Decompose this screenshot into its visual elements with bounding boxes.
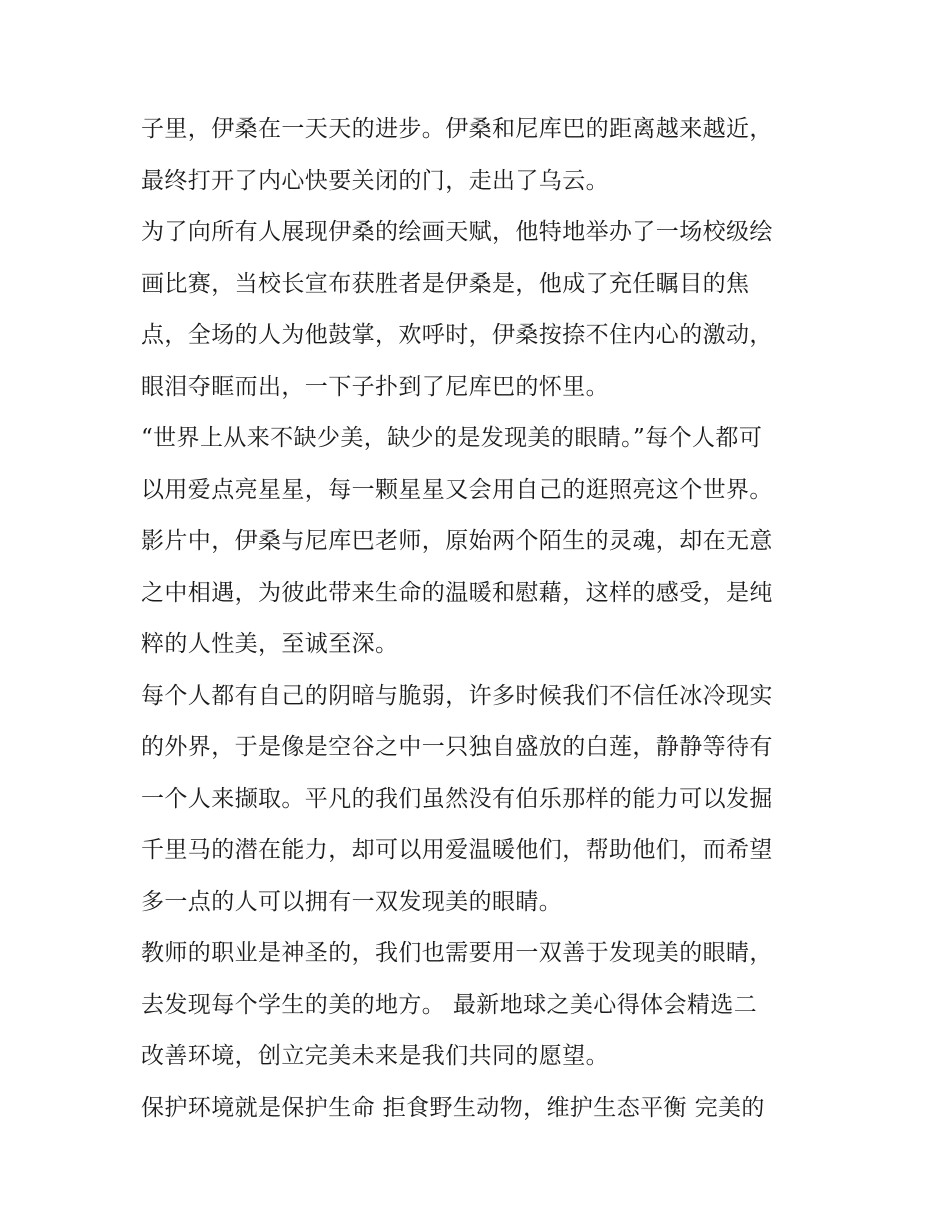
text-line-5: 点，全场的人为他鼓掌，欢呼时，伊桑按捺不住内心的激动， [141,322,773,348]
text-line-18: 去发现每个学生的美的地方。 最新地球之美心得体会精选二 [141,991,758,1018]
text-line-17: 教师的职业是神圣的，我们也需要用一双善于发现美的眼睛， [141,940,773,966]
text-line-12: 每个人都有自己的阴暗与脆弱，许多时候我们不信任冰冷现实 [141,682,773,709]
text-line-9: 影片中，伊桑与尼库巴老师，原始两个陌生的灵魂，却在无意 [141,528,773,554]
text-line-7: “世界上从来不缺少美，缺少的是发现美的眼睛。”每个人都可 [141,425,763,451]
text-line-13: 的外界，于是像是空谷之中一只独自盛放的白莲，静静等待有 [141,734,773,760]
text-line-16: 多一点的人可以拥有一双发现美的眼睛。 [141,888,563,915]
text-line-15: 千里马的潜在能力，却可以用爱温暖他们，帮助他们，而希望 [141,837,773,863]
document-body [141,104,821,1134]
text-line-19: 改善环境，创立完美未来是我们共同的愿望。 [141,1043,609,1069]
text-line-10: 之中相遇，为彼此带来生命的温暖和慰藉，这样的感受，是纯 [141,579,773,606]
text-line-1: 子里，伊桑在一天天的进步。伊桑和尼库巴的距离越来越近， [141,116,773,142]
text-line-3: 为了向所有人展现伊桑的绘画天赋，他特地举办了一场校级绘 [141,219,773,245]
text-line-20: 保护环境就是保护生命 拒食野生动物，维护生态平衡 完美的 [141,1094,765,1121]
text-line-6: 眼泪夺眶而出，一下子扑到了尼库巴的怀里。 [141,373,609,400]
text-line-2: 最终打开了内心快要关闭的门，走出了乌云。 [141,167,609,194]
text-line-11: 粹的人性美，至诚至深。 [141,631,399,657]
text-line-4: 画比赛，当校长宣布获胜者是伊桑是，他成了充任瞩目的焦 [141,270,750,297]
text-line-8: 以用爱点亮星星，每一颗星星又会用自己的逛照亮这个世界。 [141,476,773,503]
text-line-14: 一个人来撷取。平凡的我们虽然没有伯乐那样的能力可以发掘 [141,785,773,812]
